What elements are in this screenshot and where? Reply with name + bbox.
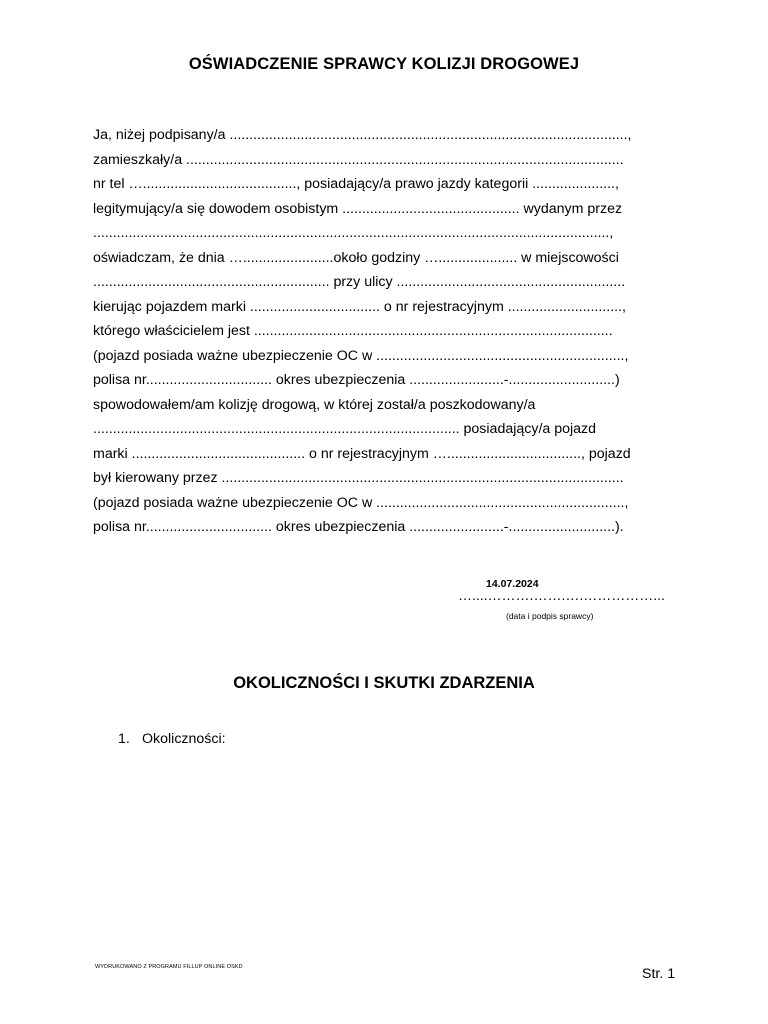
statement-line: legitymujący/a się dowodem osobistym ............................................. wydanym przez	[93, 200, 623, 217]
statement-line: ............................................................ przy ulicy ..........................................................	[93, 274, 626, 290]
statement-line: (pojazd posiada ważne ubezpieczenie OC w ...............................................................,	[93, 347, 629, 364]
statement-line: (pojazd posiada ważne ubezpieczenie OC w ...............................................................,	[93, 494, 629, 511]
list-item-label: Okoliczności:	[142, 731, 226, 747]
signature-line: …....……….…….….……………...	[458, 587, 665, 603]
statement-line: ...................................................................................................................................,	[93, 225, 614, 241]
list-item	[118, 731, 226, 747]
statement-line: polisa nr................................ okres ubezpieczenia ........................-...........................)	[93, 372, 620, 388]
signature-date: 14.07.2024	[486, 578, 539, 590]
document-title: OŚWIADCZENIE SPRAWCY KOLIZJI DROGOWEJ	[188, 55, 580, 73]
statement-line: kierując pojazdem marki ................................. o nr rejestracyjnym .............................,	[93, 298, 626, 315]
page-number: Str. 1	[642, 966, 676, 982]
statement-line: nr tel …......................................., posiadający/a prawo jazdy kategorii .....................,	[93, 176, 619, 192]
statement-line: zamieszkały/a ...............................................................................................................	[93, 151, 624, 168]
statement-line: ............................................................................................. posiadający/a pojazd	[93, 421, 597, 437]
statement-line: którego właścicielem jest ...........................................................................................	[93, 323, 613, 339]
statement-line: polisa nr................................ okres ubezpieczenia ........................-...........................).	[93, 519, 624, 535]
statement-line: marki ............................................ o nr rejestracyjnym ….................................., pojazd	[93, 445, 631, 462]
statement-line: Ja, niżej podpisany/a .....................................................................................................,	[93, 127, 632, 143]
list-item-number: 1.	[118, 731, 130, 747]
statement-line: oświadczam, że dnia ….......................około godziny ….................... w miejscowości	[93, 249, 619, 266]
statement-line: był kierowany przez ......................................................................................................	[93, 470, 624, 486]
signature-caption: (data i podpis sprawcy)	[506, 611, 594, 621]
statement-body	[93, 123, 683, 540]
footer-note: WYDRUKOWANO Z PROGRAMU FILLUP ONLINE OSKD	[95, 964, 243, 970]
statement-line: spowodowałem/am kolizję drogową, w której został/a poszkodowany/a	[93, 396, 536, 413]
section-title: OKOLICZNOŚCI I SKUTKI ZDARZENIA	[233, 674, 535, 692]
